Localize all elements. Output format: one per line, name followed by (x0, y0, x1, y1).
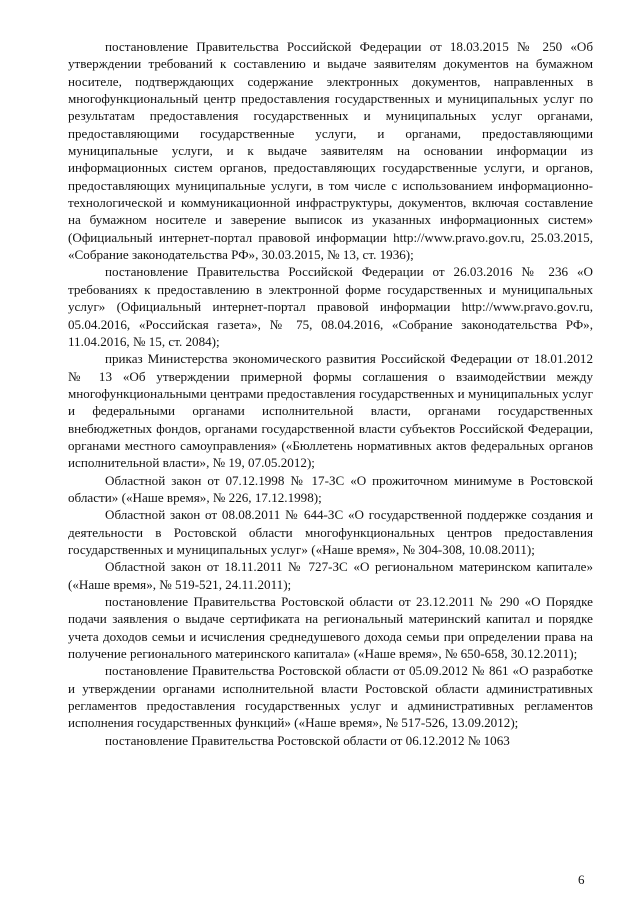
paragraph-law-644-zs: Областной закон от 08.08.2011 № 644-ЗС «О государственной поддержке создания и деятельности в Ростовской области многофункциональных центров предоставления государственных и муниципальных услуг» («Наше время», № 304-308, 10.08.2011); (68, 507, 593, 557)
page-number: 6 (578, 872, 585, 887)
paragraph-decree-1063: постановление Правительства Ростовской области от 06.12.2012 № 1063 (105, 732, 510, 748)
paragraph-order-13: приказ Министерства экономического развития Российской Федерации от 18.01.2012 № 13 «Об утверждении примерной формы соглашения о взаимодействии между многофункциональными центрами предоставления государственных и муниципальных услуг и федеральными органами исполнительной власти, органами государственных внебюджетных фондов, органами государственной власти субъектов Российской Федерации, органами местного самоуправления» («Бюллетень нормативных актов федеральных органов исполнительной власти», № 19, 07.05.2012); (68, 351, 593, 471)
paragraph-decree-250: постановление Правительства Российской Федерации от 18.03.2015 № 250 «Об утверждении требований к составлению и выдаче заявителям документов на бумажном носителе, подтверждающих содержание электронных документов, направленных в многофункциональный центр предоставления государственных и муниципальных услуг по результатам предоставления государственных и муниципальных услуг органами, предоставляющими государственные услуги, и органами, предоставляющими муниципальные услуги, и к выдаче заявителям на основании информации из информационных систем органов, предоставляющих государственные услуги, и органов, предоставляющих муниципальные услуги, в том числе с использованием информационно-технологической и коммуникационной инфраструктуры, документов, включая составление на бумажном носителе и заверение выписок из указанных информационных систем» (Официальный интернет-портал правовой информации http://www.pravo.gov.ru, 25.03.2015, «Собрание законодательства РФ», 30.03.2015, № 13, ст. 1936); (68, 39, 593, 263)
paragraph-decree-290: постановление Правительства Ростовской области от 23.12.2011 № 290 «О Порядке подачи заявления о выдаче сертификата на региональный материнский капитал и порядке учета доходов семьи и исчисления среднедушевого дохода семьи при определении права на получение регионального материнского капитала» («Наше время», № 650-658, 30.12.2011); (68, 594, 593, 662)
paragraph-decree-236: постановление Правительства Российской Федерации от 26.03.2016 № 236 «О требованиях к предоставлению в электронной форме государственных и муниципальных услуг» (Официальный интернет-портал правовой информации http://www.pravo.gov.ru, 05.04.2016, «Российская газета», № 75, 08.04.2016, «Собрание законодательства РФ», 11.04.2016, № 15, ст. 2084); (68, 264, 593, 349)
paragraph-law-17-zs: Областной закон от 07.12.1998 № 17-ЗС «О прожиточном минимуме в Ростовской области» («Наше время», № 226, 17.12.1998); (68, 472, 593, 505)
document-body (68, 38, 593, 749)
paragraph-decree-861: постановление Правительства Ростовской области от 05.09.2012 № 861 «О разработке и утверждении органами исполнительной власти Ростовской области административных регламентов предоставления государственных услуг и административных регламентов исполнения государственных функций» («Наше время», № 517-526, 13.09.2012); (68, 663, 593, 731)
paragraph-law-727-zs: Областной закон от 18.11.2011 № 727-ЗС «О региональном материнском капитале» («Наше время», № 519-521, 24.11.2011); (68, 559, 593, 592)
